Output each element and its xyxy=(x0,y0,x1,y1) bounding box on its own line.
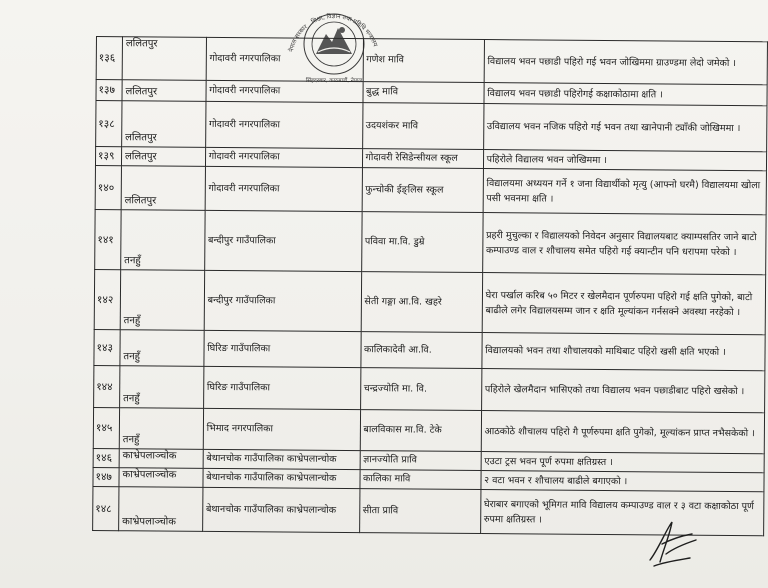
serial-number: १३७ xyxy=(96,80,122,101)
municipality-cell: घिरिङ गाउँपालिका xyxy=(204,330,361,367)
district-cell: काभ्रेपलाञ्चोक xyxy=(119,468,203,488)
school-cell: फुन्चोकी ईङ्लिस स्कूल xyxy=(362,168,483,213)
seal-line-2: शिक्षा, विज्ञान तथा प्रविधि मन्त्रालय xyxy=(310,12,379,48)
district-cell: काभ्रेपलाञ्चोक xyxy=(119,487,203,532)
municipality-cell: बेथानचोक गाउँपालिका काभ्रेपलान्चोक xyxy=(203,449,360,469)
municipality-cell: गोदावरी नगरपालिका xyxy=(205,166,362,211)
district-cell: ललितपुर xyxy=(121,147,205,167)
district-cell: तनहुँ xyxy=(120,330,204,367)
description-cell: उविद्यालय भवन नजिक पहिरो गई भवन तथा खानेपानी ट्याँकी जोखिममा । xyxy=(483,104,767,152)
school-cell: कालिकादेवी आ.वि. xyxy=(360,332,481,369)
district-cell: काभ्रेपलाञ्चोक xyxy=(119,449,203,469)
district-cell: ललितपुर xyxy=(122,37,206,81)
school-cell: गणेश मावि xyxy=(363,39,484,83)
district-cell: तनहुँ xyxy=(120,270,204,331)
description-cell: विद्यालयको भवन तथा शौचालयको माथिबाट पहिरो खसी क्षति भएको । xyxy=(482,333,766,371)
municipality-cell: बेथानचोक गाउँपालिका काभ्रेपलान्चोक xyxy=(203,468,360,488)
description-cell: २ वटा भवन र शौचालय बाढीले बगाएको । xyxy=(481,471,764,492)
district-cell: ललितपुर xyxy=(122,101,206,148)
table-row xyxy=(94,365,765,412)
description-cell: प्रहरी मुचुल्का र विद्यालयको निवेदन अनुसार विद्यालयबाट क्याम्पसतिर जाने बाटो कम्पाउण्ड वाल र शौचालय समेत पहिरो गई क्यान्टीन पनि धरापमा परेको । xyxy=(482,213,766,275)
handwritten-signature-icon xyxy=(640,510,700,570)
seal-line-1: नेपाल सरकार xyxy=(287,23,309,53)
municipality-cell: बेथानचोक गाउँपालिका काभ्रेपलान्चोक xyxy=(202,487,359,532)
description-cell: पहिरोले खेलमैदान भासिएको तथा विद्यालय भवन पछाडीबाट पहिरो खसेको । xyxy=(481,369,765,413)
school-cell: कालिका मावि xyxy=(359,470,480,490)
serial-number: १४० xyxy=(95,165,121,209)
school-cell: बालविकास मा.वि. टेके xyxy=(360,410,481,452)
description-cell: घेराबार बगाएको भूमिगत मावि विद्यालय कम्पाउण्ड वाल र ३ वटा कक्षाकोठा पूर्ण रुपमा क्षतिग्रस्त । xyxy=(480,490,764,536)
district-cell: तनहुँ xyxy=(121,210,205,271)
serial-number: १३९ xyxy=(95,147,121,166)
serial-number: १४७ xyxy=(93,467,119,486)
serial-number: १४४ xyxy=(94,365,120,407)
school-cell: सेती गङ्गा आ.वि. खहरे xyxy=(361,272,483,333)
school-cell: ज्ञानज्योति प्रावि xyxy=(360,451,481,471)
description-cell: विद्यालय भवन पछाडी पहिरोगई कक्षाकोठामा क्षति । xyxy=(484,83,767,106)
municipality-cell: बन्दीपुर गाउँपालिका xyxy=(204,210,361,271)
municipality-cell: भिमाद नगरपालिका xyxy=(203,408,360,450)
district-cell: ललितपुर xyxy=(121,166,205,211)
table-row xyxy=(94,269,765,334)
serial-number: १४५ xyxy=(93,407,119,448)
school-cell: सीता प्रावि xyxy=(359,489,480,534)
school-cell: चन्द्रज्योति मा. वि. xyxy=(360,368,481,411)
description-cell: पहिरोले विद्यालय भवन जोखिममा । xyxy=(483,150,766,171)
municipality-cell: बन्दीपुर गाउँपालिका xyxy=(204,270,361,331)
table-row xyxy=(96,101,767,152)
district-cell: ललितपुर xyxy=(122,80,206,102)
serial-number: १४३ xyxy=(94,329,120,365)
seal-line-3: सिंहदरबार, काठमाडौं, नेपाल xyxy=(305,78,363,84)
school-cell: बुद्ध मावि xyxy=(362,82,483,104)
description-cell: विद्यालयमा अध्ययन गर्ने १ जना विद्यार्थीको मृत्यु (आफ्नो घरमै) विद्यालयमा खोला पसी भवनमा क्षति । xyxy=(483,169,767,215)
description-cell: विद्यालय भवन पछाडी पहिरो गई भवन जोखिममा ग्राउण्डमा लेदो जमेको । xyxy=(484,40,768,85)
municipality-cell: गोदावरी नगरपालिका xyxy=(205,101,362,148)
school-cell: पविवा मा.वि. डुम्रे xyxy=(361,212,483,273)
serial-number: १३८ xyxy=(96,101,122,147)
municipality-cell: गोदावरी नगरपालिका xyxy=(205,147,362,167)
serial-number: १४६ xyxy=(93,448,119,467)
serial-number: १४८ xyxy=(93,486,119,530)
table-row xyxy=(95,165,766,214)
serial-number: १४१ xyxy=(95,209,121,269)
school-cell: गोदावरी रेसिडेन्सीयल स्कूल xyxy=(362,149,483,169)
serial-number: १४२ xyxy=(94,269,120,329)
table-row xyxy=(96,37,767,85)
district-cell: तनहुँ xyxy=(120,366,204,409)
serial-number: १३६ xyxy=(96,37,122,80)
table-row xyxy=(94,329,765,370)
municipality-cell: गोदावरी नगरपालिका xyxy=(206,37,363,81)
school-cell: उदयशंकर मावि xyxy=(362,103,484,150)
description-cell: आठकोठे शौचालय पहिरो गै पूर्णरुपमा क्षति पुगेको, मूल्यांकन प्राप्त नभैसकेको । xyxy=(481,411,765,454)
description-cell: एउटा ट्रस भवन पूर्ण रुपमा क्षतिग्रस्त । xyxy=(481,452,764,473)
table-row xyxy=(93,407,764,453)
table-row xyxy=(95,209,766,274)
description-cell: घेरा पर्खाल करिब ५० मिटर र खेलमैदान पूर्णरुपमा पहिरो गई क्षति पुगेको, बाटो बाढीले लगेर विद्यालयसम्म जान र क्षति मूल्यांकन गर्नसक्ने अवस्था नरहेको । xyxy=(482,273,766,335)
damage-report-table xyxy=(92,36,768,536)
municipality-cell: घिरिङ गाउँपालिका xyxy=(203,366,360,409)
district-cell: तनहुँ xyxy=(119,408,203,450)
municipality-cell: गोदावरी नगरपालिका xyxy=(206,80,363,102)
